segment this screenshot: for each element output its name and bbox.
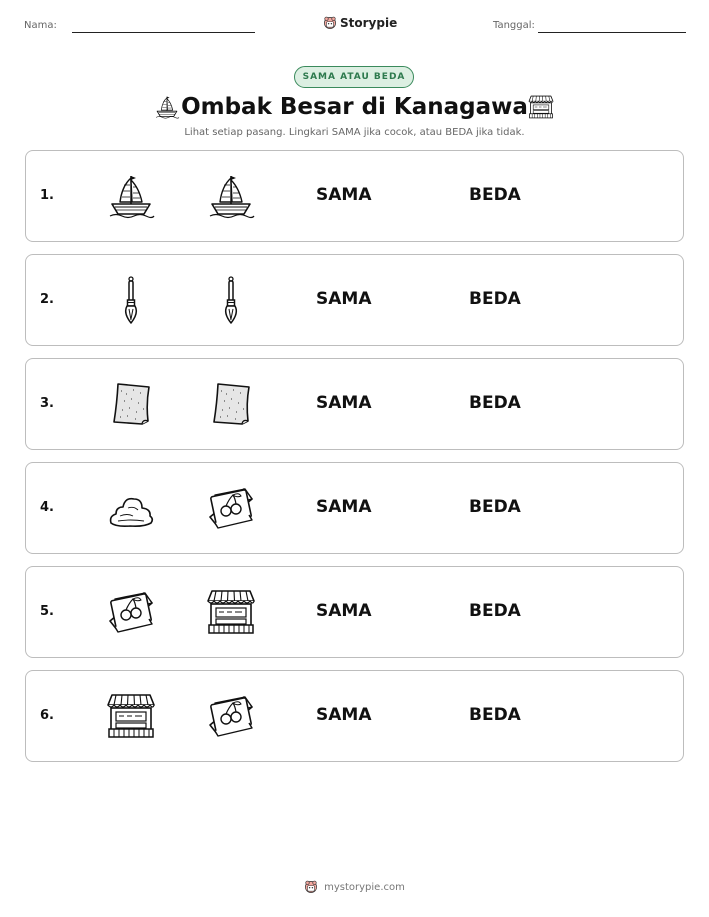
question-number: 4. [40, 500, 54, 515]
same-option[interactable]: SAMA [316, 705, 372, 725]
different-option[interactable]: BEDA [469, 393, 521, 413]
market-stall-icon [528, 94, 554, 120]
question-number: 2. [40, 292, 54, 307]
question-row [25, 462, 684, 554]
brand-name: Storypie [340, 16, 398, 30]
paintbrush-icon [206, 275, 256, 325]
cherry-box-icon [106, 587, 156, 637]
instructions: Lihat setiap pasang. Lingkari SAMA jika cocok, atau BEDA jika tidak. [184, 127, 525, 138]
name-line [72, 32, 255, 33]
question-number: 1. [40, 188, 54, 203]
same-option[interactable]: SAMA [316, 185, 372, 205]
different-option[interactable]: BEDA [469, 601, 521, 621]
worksheet-header [0, 16, 709, 40]
question-number: 3. [40, 396, 54, 411]
different-option[interactable]: BEDA [469, 289, 521, 309]
question-number: 6. [40, 708, 54, 723]
cherry-box-icon [206, 483, 256, 533]
title-row [0, 92, 709, 122]
cherry-box-icon [206, 691, 256, 741]
same-option[interactable]: SAMA [316, 393, 372, 413]
date-line [538, 32, 686, 33]
question-row [25, 670, 684, 762]
footer [0, 880, 709, 894]
storypie-mascot-icon [323, 16, 337, 30]
sand-pile-icon [106, 483, 156, 533]
name-label: Nama: [24, 20, 57, 31]
question-row [25, 358, 684, 450]
question-row [25, 566, 684, 658]
activity-badge: SAMA ATAU BEDA [294, 66, 414, 88]
same-option[interactable]: SAMA [316, 601, 372, 621]
market-stall-icon [206, 587, 256, 637]
same-option[interactable]: SAMA [316, 497, 372, 517]
different-option[interactable]: BEDA [469, 185, 521, 205]
boat-icon [106, 171, 156, 221]
different-option[interactable]: BEDA [469, 705, 521, 725]
date-label: Tanggal: [493, 20, 535, 31]
storypie-mascot-icon [304, 880, 318, 894]
footer-url: mystorypie.com [324, 881, 405, 893]
paper-sheet-icon [106, 379, 156, 429]
question-number: 5. [40, 604, 54, 619]
brand-logo [323, 16, 397, 30]
same-option[interactable]: SAMA [316, 289, 372, 309]
question-row [25, 150, 684, 242]
page-title: Ombak Besar di Kanagawa [181, 94, 528, 120]
boat-icon [206, 171, 256, 221]
different-option[interactable]: BEDA [469, 497, 521, 517]
paper-sheet-icon [206, 379, 256, 429]
market-stall-icon [106, 691, 156, 741]
paintbrush-icon [106, 275, 156, 325]
question-row [25, 254, 684, 346]
